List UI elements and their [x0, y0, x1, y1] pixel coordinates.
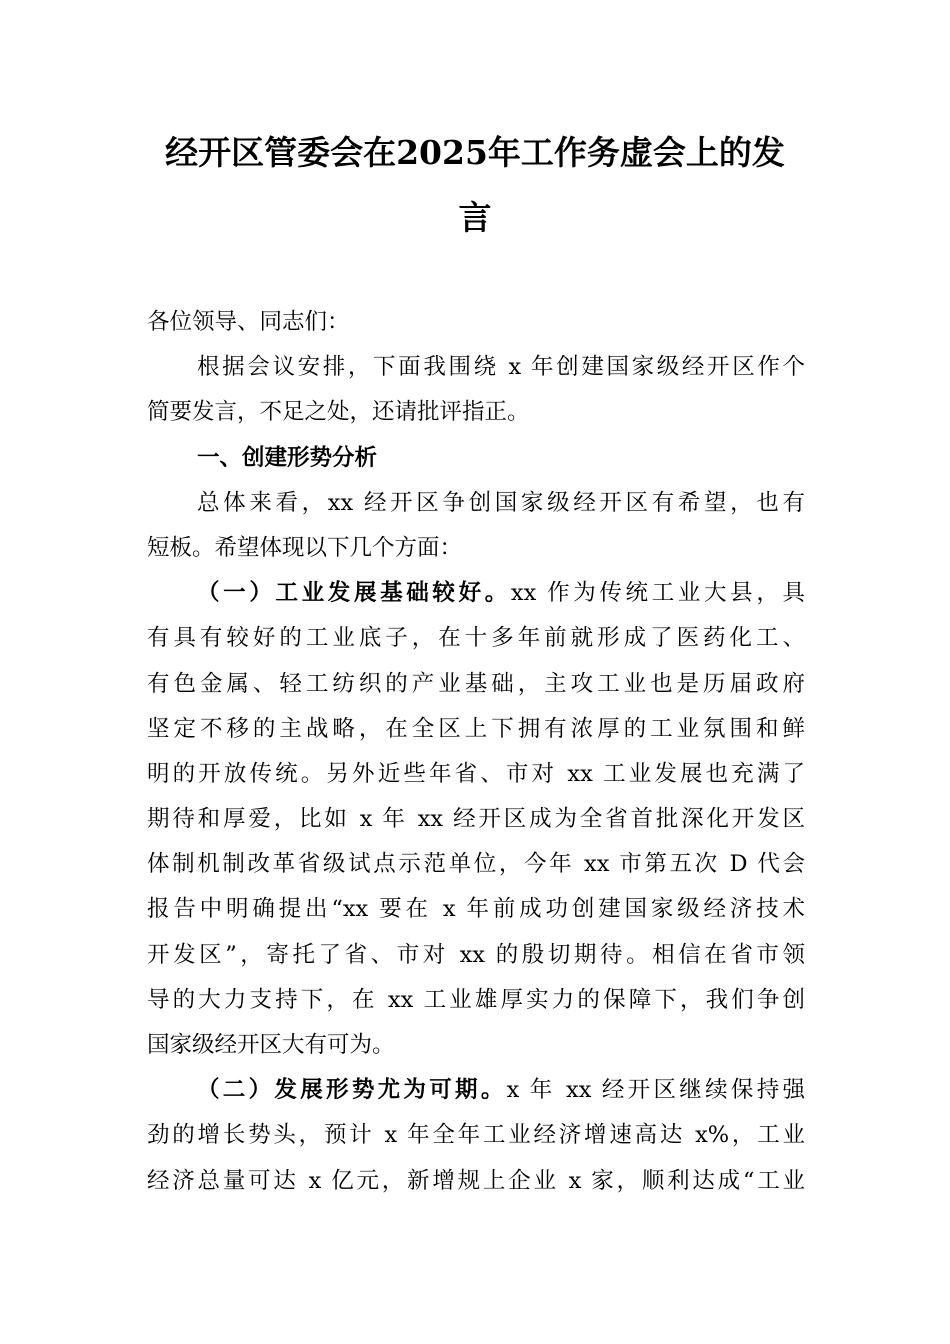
paragraph-line: [147, 571, 805, 616]
point-1-first-rest: xx 作为传统工业大县，具: [510, 580, 805, 607]
paragraph-line: 开发区”，寄托了省、市对 xx 的殷切期待。相信在省市领: [147, 941, 805, 968]
paragraph-line: 报告中明确提出“xx 要在 x 年前成功创建国家级经济技术: [147, 896, 805, 923]
point-2-lead: （二）发展形势尤为可期。: [197, 1077, 507, 1104]
paragraph-line: [147, 1068, 805, 1113]
paragraph-line: 短板。希望体现以下几个方面：: [147, 534, 463, 561]
paragraph-line: 期待和厚爱，比如 x 年 xx 经开区成为全省首批深化开发区: [147, 806, 805, 833]
point-1-lead: （一）工业发展基础较好。: [197, 580, 511, 607]
paragraph-line: 体制机制改革省级试点示范单位，今年 xx 市第五次 D 代会: [147, 851, 805, 878]
paragraph-line: 坚定不移的主战略，在全区上下拥有浓厚的工业氛围和鲜: [147, 715, 805, 742]
paragraph-line: 经济总量可达 x 亿元，新增规上企业 x 家，顺利达成“工业: [147, 1167, 805, 1194]
section-heading: 一、创建形势分析: [197, 444, 378, 471]
paragraph-line: 明的开放传统。另外近些年省、市对 xx 工业发展也充满了: [147, 760, 805, 787]
paragraph-line: 有色金属、轻工纺织的产业基础，主攻工业也是历届政府: [147, 670, 805, 697]
point-2-paragraph: [147, 1068, 805, 1204]
point-2-first-rest: x 年 xx 经开区继续保持强: [506, 1077, 805, 1104]
point-1-paragraph: [147, 571, 805, 1068]
paragraph-line: 有具有较好的工业底子，在十多年前就形成了医药化工、: [147, 625, 805, 652]
greeting: 各位领导、同志们：: [147, 309, 350, 335]
paragraph-line: 国家级经开区大有可为。: [147, 1032, 395, 1058]
document-body: [147, 300, 805, 1204]
document-title-line-1: 经开区管委会在2025年工作务虚会上的发: [165, 133, 785, 172]
paragraph-line: 根据会议安排，下面我围绕 x 年创建国家级经开区作个: [197, 354, 805, 381]
overview-paragraph: [147, 481, 805, 571]
document-title-line-2: 言: [458, 198, 492, 237]
intro-paragraph: [147, 345, 805, 435]
paragraph-line: 简要发言，不足之处，还请批评指正。: [147, 399, 530, 426]
paragraph-line: 劲的增长势头，预计 x 年全年工业经济增速高达 x%，工业: [147, 1122, 805, 1149]
paragraph-line: 导的大力支持下，在 xx 工业雄厚实力的保障下，我们争创: [147, 986, 805, 1013]
paragraph-line: 总体来看，xx 经开区争创国家级经开区有希望，也有: [197, 489, 805, 516]
